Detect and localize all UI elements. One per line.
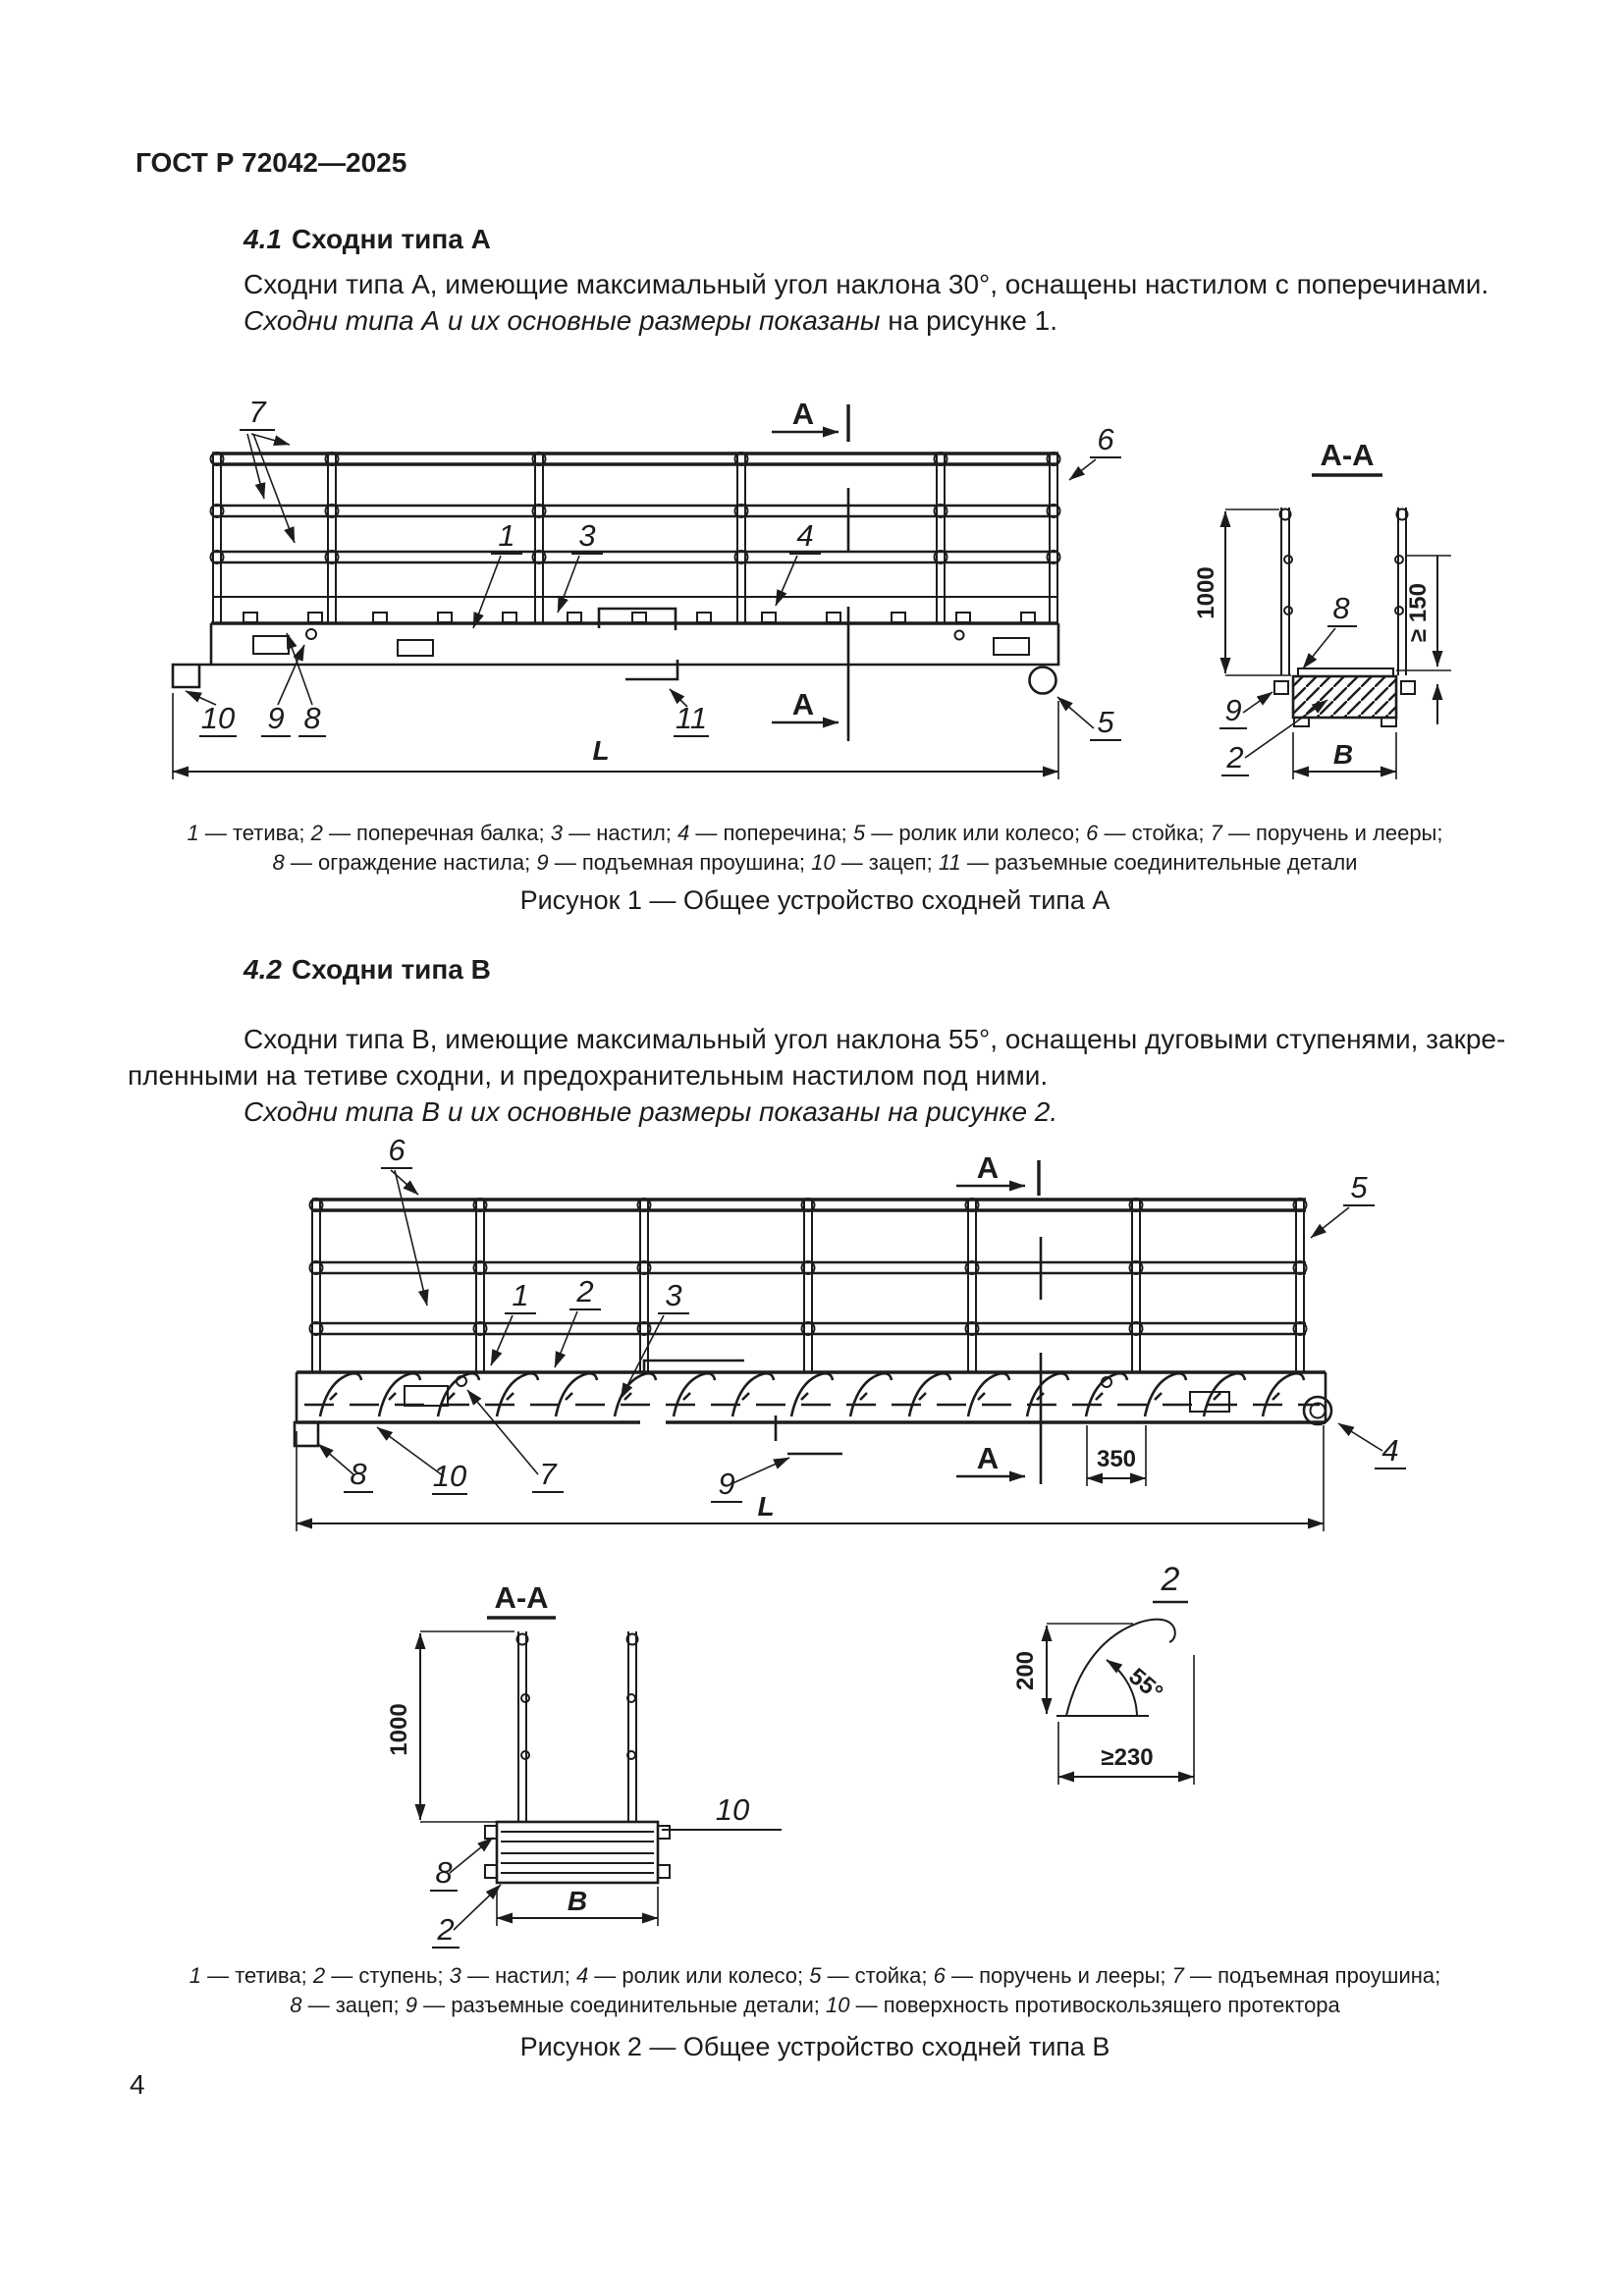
fig1-callout-5: 5	[1097, 705, 1114, 739]
fig1-roller	[1030, 667, 1056, 694]
fig2-dim-length: L	[757, 1491, 775, 1522]
figure1-drawing	[173, 395, 1451, 779]
fig2-callout-2-section: 2	[437, 1912, 455, 1947]
section-4-1-note-italic: Сходни типа А и их основные размеры показаны	[244, 305, 881, 336]
fig1-section-view	[1057, 422, 1451, 779]
figure1-caption: Рисунок 1 — Общее устройство сходней типа А	[519, 885, 1110, 915]
fig1-callout-11: 11	[675, 701, 708, 735]
fig1-callout-8-section: 8	[1332, 591, 1350, 625]
figure2-legend-line1: 1 — тетива; 2 — ступень; 3 — настил; 4 — ролик или колесо; 5 — стойка; 6 — поручень и лееры; 7 — подъемная проушина;	[189, 1963, 1441, 1988]
section-4-2-heading	[244, 954, 491, 986]
fig2-section-title: А-А	[494, 1580, 549, 1615]
fig1-dim-toe: ≥ 150	[1405, 583, 1432, 642]
figure1-legend-line2: 8 — ограждение настила; 9 — подъемная проушина; 10 — зацеп; 11 — разъемные соединительные детали	[272, 850, 1358, 875]
fig1-dim-width: В	[1332, 739, 1354, 770]
fig1-callout-9-section: 9	[1224, 693, 1242, 727]
fig2-callout-4: 4	[1381, 1433, 1399, 1468]
fig1-callout-9: 9	[267, 701, 285, 735]
fig2-callout-2: 2	[576, 1274, 594, 1308]
fig2-dim-width: В	[567, 1886, 588, 1916]
fig2-section-view	[386, 1580, 782, 1948]
document-header: ГОСТ Р 72042—2025	[135, 147, 407, 178]
fig1-callouts	[186, 395, 821, 736]
fig1-section-letter-top: А	[791, 397, 815, 431]
fig1-dim-length: L	[592, 735, 610, 766]
fig2-callout-8: 8	[350, 1457, 367, 1491]
fig1-callout-6: 6	[1097, 422, 1114, 456]
fig1-callout-10: 10	[200, 701, 236, 735]
section-4-1-note	[244, 305, 1057, 337]
fig1-callout-8: 8	[303, 701, 321, 735]
fig2-callout-10: 10	[432, 1459, 467, 1493]
section-4-1-heading	[244, 224, 491, 255]
fig1-hook	[173, 665, 211, 687]
fig1-callout-1: 1	[498, 518, 515, 553]
section-4-2-note: Сходни типа В и их основные размеры показаны на рисунке 2.	[244, 1096, 1058, 1127]
fig2-callout-1: 1	[512, 1278, 529, 1312]
figure2-caption: Рисунок 2 — Общее устройство сходней типа В	[519, 2032, 1110, 2061]
fig2-detail-title: 2	[1161, 1561, 1180, 1598]
fig2-dim-angle: 55°	[1123, 1663, 1168, 1707]
fig2-hook	[295, 1422, 318, 1446]
figure2-drawing	[295, 1133, 1406, 1948]
fig2-callout-9: 9	[718, 1467, 735, 1501]
section-4-1-title: Сходни типа А	[291, 224, 491, 254]
fig1-section-letter-bottom: А	[791, 687, 815, 721]
fig2-dim-200: 200	[1012, 1650, 1039, 1691]
section-4-1-number: 4.1	[244, 224, 282, 254]
fig2-callout-10-section: 10	[715, 1792, 750, 1827]
fig2-dim-230: ≥230	[1101, 1744, 1154, 1771]
section-4-2-number: 4.2	[244, 954, 282, 985]
section-4-1-note-rest: на рисунке 1.	[880, 305, 1058, 336]
fig2-step-detail	[1012, 1561, 1194, 1785]
section-4-1-paragraph: Сходни типа А, имеющие максимальный угол наклона 30°, оснащены настилом с поперечинами.	[244, 269, 1489, 299]
fig1-section-title: А-А	[1320, 438, 1375, 472]
fig2-callout-7: 7	[539, 1457, 557, 1491]
fig2-section-letter-bottom: А	[976, 1441, 1000, 1475]
fig2-roller	[1304, 1397, 1331, 1424]
fig2-callout-5: 5	[1350, 1170, 1368, 1204]
fig1-dim-height: 1000	[1193, 566, 1219, 619]
figure2-legend-line2: 8 — зацеп; 9 — разъемные соединительные детали; 10 — поверхность противоскользящего протектора	[290, 1993, 1340, 2017]
section-4-2-paragraph-line2: пленными на тетиве сходни, и предохранительным настилом под ними.	[128, 1060, 1049, 1091]
fig2-dim-step: 350	[1096, 1446, 1137, 1472]
fig1-callout-7: 7	[248, 395, 266, 429]
section-4-2-paragraph-line1: Сходни типа В, имеющие максимальный угол наклона 55°, оснащены дуговыми ступенями, закре-	[244, 1024, 1506, 1054]
fig1-callout-3: 3	[578, 518, 596, 553]
fig1-callout-4: 4	[796, 518, 814, 553]
fig1-callout-2-section: 2	[1226, 740, 1244, 774]
fig2-section-letter-top: А	[976, 1150, 1000, 1185]
fig2-callout-6: 6	[388, 1133, 406, 1167]
section-4-2-title: Сходни типа В	[291, 954, 491, 985]
fig2-callout-8-section: 8	[435, 1855, 453, 1890]
fig2-callouts	[318, 1133, 1406, 1502]
fig2-dim-height: 1000	[386, 1703, 412, 1756]
page-number: 4	[130, 2069, 145, 2100]
figure1-legend-line1: 1 — тетива; 2 — поперечная балка; 3 — настил; 4 — поперечина; 5 — ролик или колесо; 6 — стойка; 7 — поручень и лееры;	[187, 821, 1443, 845]
fig2-callout-3: 3	[665, 1278, 682, 1312]
